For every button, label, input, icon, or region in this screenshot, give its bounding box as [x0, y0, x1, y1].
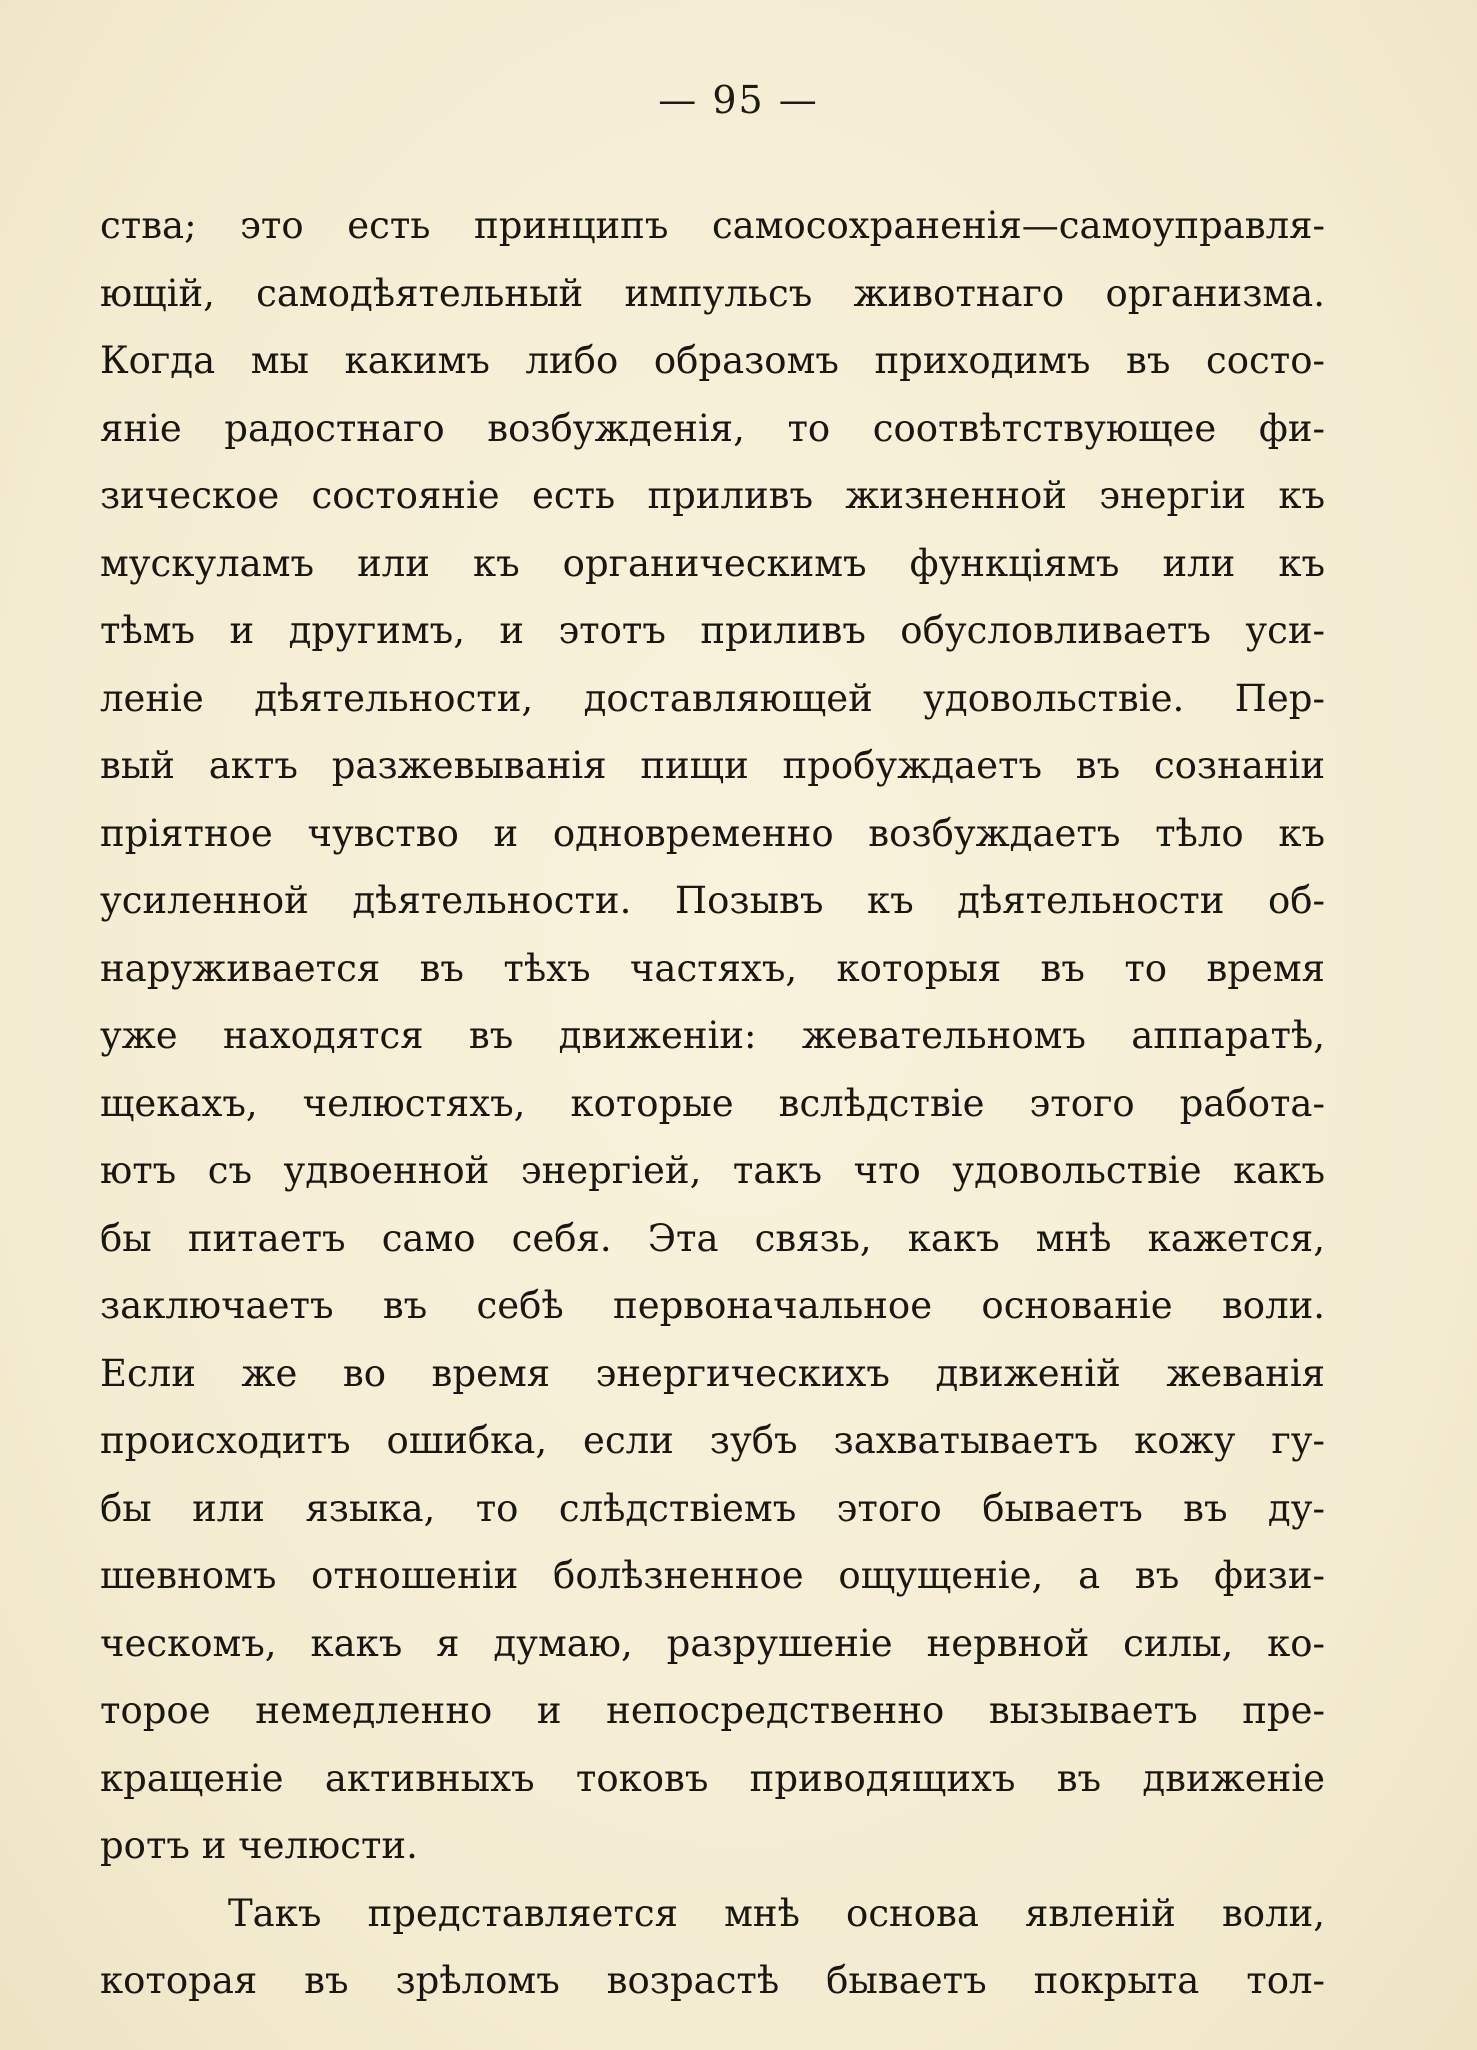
text-line: тѣмъ и другимъ, и этотъ приливъ обусловливаетъ уси- — [100, 609, 1325, 652]
text-line: леніе дѣятельности, доставляющей удовольствіе. Пер- — [100, 676, 1325, 720]
text-line: торое немедленно и непосредственно вызываетъ пре- — [100, 1689, 1325, 1732]
text-line: которая въ зрѣломъ возрастѣ бываетъ покрыта тол- — [100, 1959, 1325, 2002]
paragraph-1 — [100, 192, 1325, 1880]
text-line: ютъ съ удвоенной энергіей, такъ что удовольствіе какъ — [100, 1149, 1325, 1192]
text-line: происходитъ ошибка, если зубъ захватываетъ кожу гу- — [100, 1419, 1325, 1462]
body-text — [100, 192, 1325, 2015]
text-line: зическое состояніе есть приливъ жизненной энергіи къ — [100, 474, 1325, 517]
text-line: яніе радостнаго возбужденія, то соотвѣтствующее фи- — [100, 406, 1325, 450]
text-line: бы питаетъ само себя. Эта связь, какъ мнѣ кажется, — [100, 1216, 1325, 1260]
text-line: усиленной дѣятельности. Позывъ къ дѣятельности об- — [100, 879, 1325, 922]
text-line: бы или языка, то слѣдствіемъ этого бываетъ въ ду- — [100, 1486, 1325, 1530]
text-line: ческомъ, какъ я думаю, разрушеніе нервной силы, ко- — [100, 1621, 1325, 1665]
text-line: шевномъ отношеніи болѣзненное ощущеніе, а въ физи- — [100, 1554, 1325, 1597]
text-line: Если же во время энергическихъ движеній жеванія — [100, 1351, 1325, 1395]
text-line: Такъ представляется мнѣ основа явленій воли, — [228, 1891, 1325, 1935]
text-line: наруживается въ тѣхъ частяхъ, которыя въ то время — [100, 946, 1325, 990]
text-line: щекахъ, челюстяхъ, которые вслѣдствіе этого работа- — [100, 1081, 1325, 1125]
text-line: кращеніе активныхъ токовъ приводящихъ въ движеніе — [100, 1756, 1325, 1800]
page-number: — 95 — — [658, 78, 819, 122]
text-line: уже находятся въ движеніи: жевательномъ аппаратѣ, — [100, 1014, 1325, 1057]
text-line: мускуламъ или къ органическимъ функціямъ или къ — [100, 541, 1325, 585]
text-line: вый актъ разжевыванія пищи пробуждаетъ въ сознаніи — [100, 744, 1325, 787]
text-line: ства; это есть принципъ самосохраненія—самоуправля- — [100, 204, 1325, 247]
text-line: ющій, самодѣятельный импульсъ животнаго организма. — [100, 271, 1325, 315]
text-line: заключаетъ въ себѣ первоначальное основаніе воли. — [100, 1284, 1325, 1327]
text-line: пріятное чувство и одновременно возбуждаетъ тѣло къ — [100, 811, 1325, 855]
text-line: ротъ и челюсти. — [100, 1824, 418, 1867]
paragraph-2 — [100, 1880, 1325, 2015]
text-line: Когда мы какимъ либо образомъ приходимъ въ состо- — [100, 339, 1325, 382]
